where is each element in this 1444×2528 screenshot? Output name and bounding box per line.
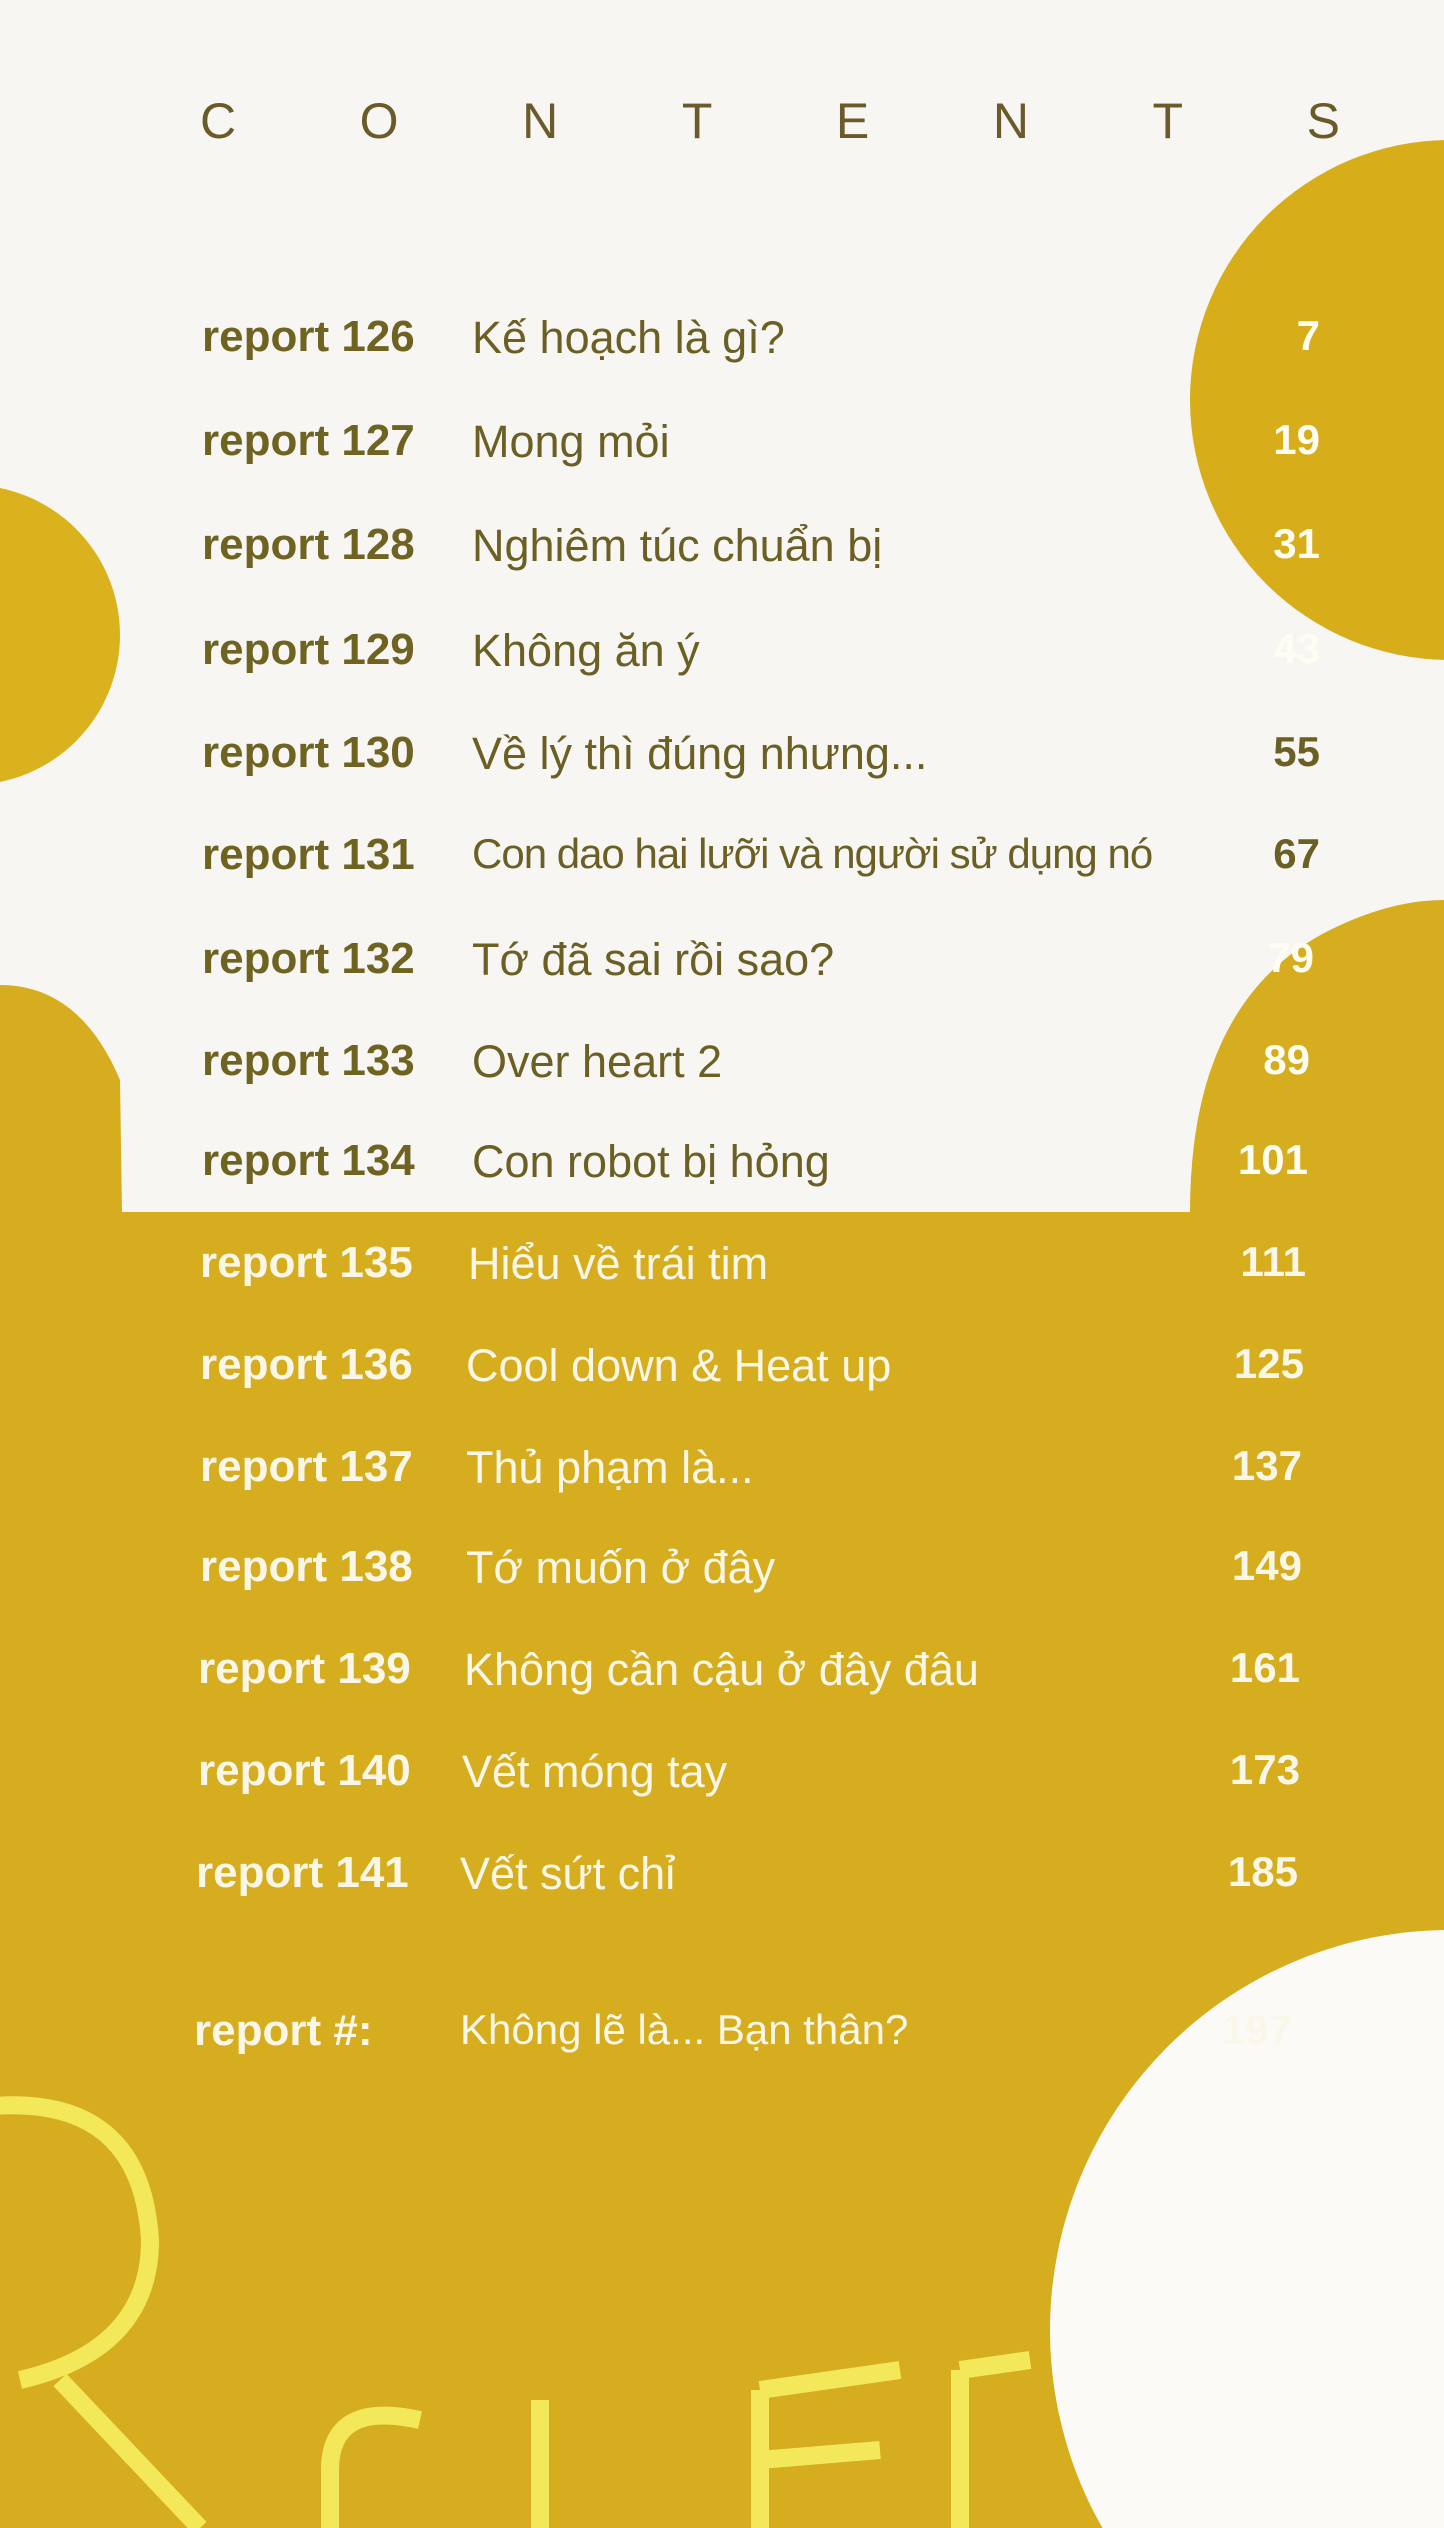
entry-title: Không lẽ là... Bạn thân? [460, 2006, 909, 2053]
entry-code: report 134 [202, 1136, 415, 1185]
entry-page: 7 [1296, 312, 1320, 359]
contents-title [200, 92, 1340, 150]
entry-code: report 129 [202, 625, 415, 674]
entry-page: 137 [1231, 1442, 1302, 1489]
toc-entry [0, 1746, 1444, 1836]
entry-page: 173 [1229, 1746, 1300, 1793]
entry-code: report 133 [202, 1036, 415, 1085]
toc-entry [0, 1644, 1444, 1734]
title-letter: S [1306, 93, 1340, 149]
entry-code: report 138 [200, 1542, 413, 1591]
toc-entry [0, 1442, 1444, 1532]
entry-page: 185 [1227, 1848, 1298, 1895]
entry-page: 197 [1221, 2006, 1292, 2053]
title-letter: E [835, 93, 870, 149]
entry-page: 89 [1263, 1036, 1310, 1083]
entry-code: report 136 [200, 1340, 413, 1389]
toc-entry [0, 1848, 1444, 1938]
entry-code: report 132 [202, 934, 415, 983]
entry-code: report 141 [196, 1848, 409, 1897]
entry-code: report #: [194, 2006, 373, 2055]
entry-title: Cool down & Heat up [466, 1340, 892, 1391]
title-letter: C [200, 93, 237, 149]
entry-code: report 131 [202, 830, 415, 879]
title-letter: N [992, 93, 1029, 149]
toc-entry [0, 520, 1444, 610]
entry-title: Con robot bị hỏng [472, 1136, 830, 1187]
title-letter: T [681, 93, 713, 149]
toc-entry [0, 416, 1444, 506]
title-letter: N [522, 93, 559, 149]
entry-title: Thủ phạm là... [466, 1442, 754, 1493]
entry-code: report 140 [198, 1746, 411, 1795]
entry-page: 161 [1229, 1644, 1300, 1691]
toc-entry [0, 830, 1444, 920]
entry-title: Tớ muốn ở đây [466, 1542, 776, 1593]
entry-page: 149 [1231, 1542, 1302, 1589]
entry-title: Vết móng tay [462, 1746, 728, 1797]
entry-title: Không ăn ý [472, 625, 700, 676]
entry-title: Vết sứt chỉ [460, 1848, 676, 1899]
entry-title: Tớ đã sai rồi sao? [472, 934, 835, 985]
entry-title: Con dao hai lưỡi và người sử dụng nó [472, 830, 1153, 877]
entry-page: 79 [1267, 934, 1314, 981]
entry-code: report 127 [202, 416, 415, 465]
title-letter: T [1152, 93, 1184, 149]
entry-code: report 135 [200, 1238, 413, 1287]
entry-title: Không cần cậu ở đây đâu [464, 1644, 979, 1695]
entry-title: Hiểu về trái tim [468, 1238, 769, 1289]
toc-entry [0, 934, 1444, 1024]
entry-code: report 128 [202, 520, 415, 569]
entry-code: report 126 [202, 312, 415, 361]
toc-entry [0, 1340, 1444, 1430]
entry-code: report 139 [198, 1644, 411, 1693]
entry-title: Over heart 2 [472, 1036, 723, 1087]
toc-entry [0, 1036, 1444, 1126]
entry-page: 19 [1273, 416, 1320, 463]
entry-code: report 130 [202, 728, 415, 777]
toc-entry [0, 625, 1444, 715]
entry-page: 101 [1237, 1136, 1308, 1183]
toc-entry [0, 2006, 1444, 2096]
toc-entry [0, 728, 1444, 818]
entry-title: Mong mỏi [472, 416, 670, 467]
entry-page: 125 [1233, 1340, 1304, 1387]
entry-code: report 137 [200, 1442, 413, 1491]
entry-page: 43 [1273, 625, 1320, 672]
entry-title: Kế hoạch là gì? [472, 312, 785, 363]
entry-page: 111 [1240, 1238, 1306, 1285]
toc-entry [0, 1238, 1444, 1328]
entry-page: 31 [1273, 520, 1320, 567]
toc-entry [0, 1136, 1444, 1226]
entry-page: 55 [1273, 728, 1320, 775]
entry-title: Về lý thì đúng nhưng... [472, 728, 928, 779]
entry-page: 67 [1273, 830, 1320, 877]
title-letter: O [359, 93, 399, 149]
entry-title: Nghiêm túc chuẩn bị [472, 520, 883, 571]
toc-entry [0, 312, 1444, 402]
toc-entry [0, 1542, 1444, 1632]
